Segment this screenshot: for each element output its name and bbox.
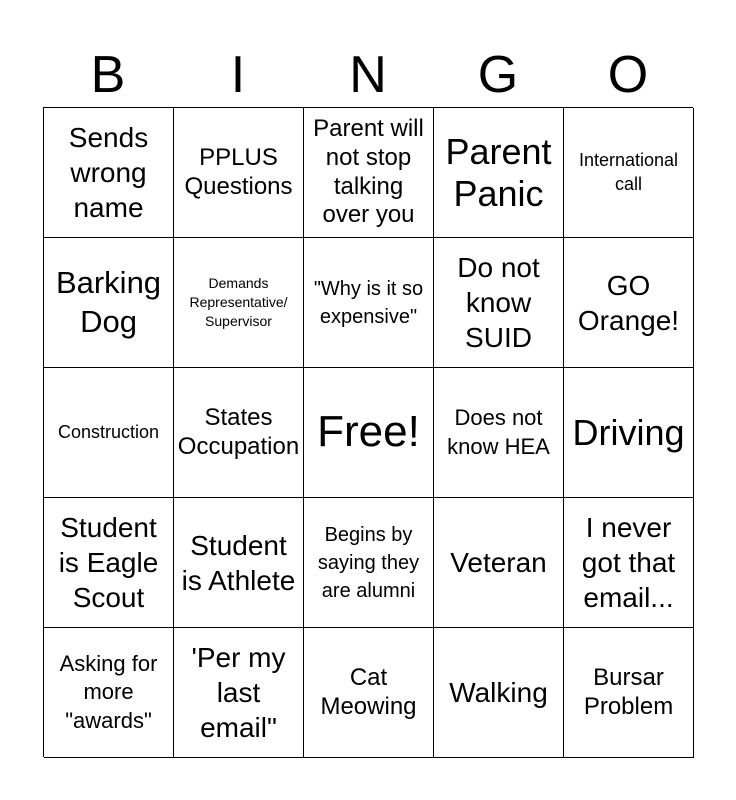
bingo-cell-label: Barking Dog <box>55 264 162 339</box>
title-letter-g: G <box>477 46 519 104</box>
bingo-cell-21[interactable] <box>44 628 174 758</box>
bingo-cell-label: Veteran <box>450 547 547 578</box>
bingo-cell-label: Student is Athlete <box>181 529 296 596</box>
bingo-cell-label: Walking <box>449 677 548 708</box>
bingo-cell-label: Begins by saying they are alumni <box>317 523 420 602</box>
bingo-cell-label: Demands Representative/ Supervisor <box>189 275 288 329</box>
bingo-cell-12[interactable] <box>174 368 304 498</box>
bingo-cell-label: 'Per my last email" <box>191 642 286 743</box>
bingo-cell-label: PPLUS Questions <box>184 143 293 200</box>
bingo-cell-11[interactable] <box>44 368 174 498</box>
bingo-cell-9[interactable] <box>434 238 564 368</box>
bingo-cell-14[interactable] <box>434 368 564 498</box>
bingo-cell-24[interactable] <box>434 628 564 758</box>
title-letter-n: N <box>349 46 387 104</box>
bingo-cell-label: Sends wrong name <box>68 122 149 223</box>
bingo-cell-label: Construction <box>57 421 160 442</box>
bingo-cell-label: Parent Panic <box>445 131 552 214</box>
title-letter-i: I <box>230 46 246 104</box>
bingo-cell-label: I never got that email... <box>581 512 676 613</box>
bingo-cell-22[interactable] <box>174 628 304 758</box>
free-space-label: Free! <box>317 407 420 457</box>
title-letter-b: B <box>90 46 126 104</box>
title-letter-o: O <box>607 46 649 104</box>
bingo-cell-17[interactable] <box>174 498 304 628</box>
bingo-cell-10[interactable] <box>564 238 694 368</box>
bingo-cell-19[interactable] <box>434 498 564 628</box>
bingo-cell-5[interactable] <box>564 108 694 238</box>
bingo-cell-8[interactable] <box>304 238 434 368</box>
bingo-cell-label: States Occupation <box>177 403 300 460</box>
free-space[interactable] <box>304 368 434 498</box>
bingo-cell-label: Asking for more "awards" <box>59 650 158 733</box>
bingo-cell-label: GO Orange! <box>577 269 680 336</box>
bingo-cell-label: International call <box>578 150 679 194</box>
bingo-cell-label: Driving <box>572 411 685 453</box>
bingo-cell-25[interactable] <box>564 628 694 758</box>
bingo-cell-18[interactable] <box>304 498 434 628</box>
bingo-cell-6[interactable] <box>44 238 174 368</box>
bingo-cell-16[interactable] <box>44 498 174 628</box>
bingo-cell-label: Student is Eagle Scout <box>58 512 159 613</box>
bingo-cell-20[interactable] <box>564 498 694 628</box>
bingo-cell-label: Parent will not stop talking over you <box>313 114 424 229</box>
bingo-board <box>43 107 693 757</box>
bingo-cell-label: Does not know HEA <box>447 404 550 459</box>
bingo-cell-label: Do not know SUID <box>457 252 540 353</box>
bingo-cell-23[interactable] <box>304 628 434 758</box>
bingo-cell-2[interactable] <box>174 108 304 238</box>
bingo-title <box>43 44 693 106</box>
bingo-cell-3[interactable] <box>304 108 434 238</box>
bingo-cell-label: Cat Meowing <box>320 663 417 720</box>
bingo-cell-label: Bursar Problem <box>583 663 674 720</box>
bingo-cell-1[interactable] <box>44 108 174 238</box>
bingo-cell-15[interactable] <box>564 368 694 498</box>
bingo-cell-label: "Why is it so expensive" <box>313 277 424 328</box>
bingo-cell-4[interactable] <box>434 108 564 238</box>
bingo-cell-7[interactable] <box>174 238 304 368</box>
